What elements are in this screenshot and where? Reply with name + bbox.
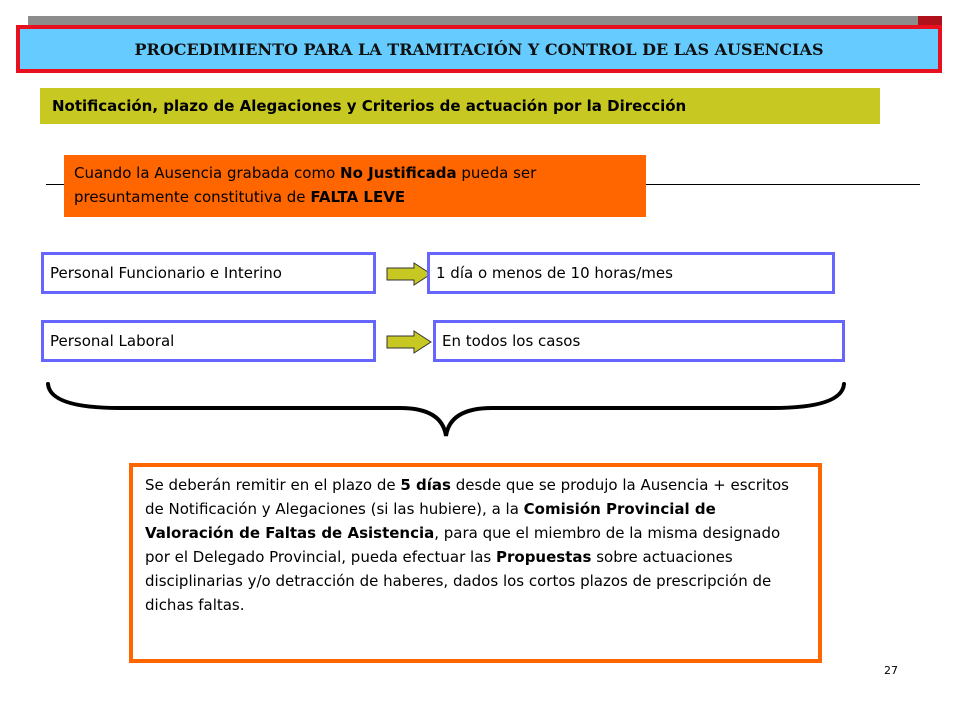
final-bold-1: 5 días <box>400 476 451 494</box>
final-text-1: Se deberán remitir en el plazo de <box>145 476 401 494</box>
page-number: 27 <box>884 664 898 677</box>
final-text-4: sobre actuaciones disciplinarias y/o detracción de haberes, dados los cortos plazos de prescripción de dichas faltas. <box>145 548 772 614</box>
arrow-right-icon <box>386 330 432 354</box>
row-value-laboral: En todos los casos <box>433 320 845 362</box>
curly-brace-icon <box>40 378 852 440</box>
final-bold-3: Propuestas <box>496 548 592 566</box>
note-text-2: pueda ser presuntamente constitutiva de <box>74 164 537 206</box>
arrow-right-icon <box>386 262 432 286</box>
note-bold-2: FALTA LEVE <box>310 188 406 206</box>
row-label-funcionario: Personal Funcionario e Interino <box>41 252 376 294</box>
note-text-1: Cuando la Ausencia grabada como <box>74 164 341 182</box>
row-value-funcionario: 1 día o menos de 10 horas/mes <box>427 252 835 294</box>
page-title: PROCEDIMIENTO PARA LA TRAMITACIÓN Y CONTROL DE LAS AUSENCIAS <box>16 25 942 73</box>
final-text-3: , para que el miembro de la misma designado por el Delegado Provincial, pueda efectuar las <box>145 524 781 566</box>
conclusion-box <box>129 463 822 663</box>
row-label-laboral: Personal Laboral <box>41 320 376 362</box>
final-bold-2: Comisión Provincial de Valoración de Faltas de Asistencia <box>145 500 716 542</box>
final-text-2: desde que se produjo la Ausencia + escritos de Notificación y Alegaciones (si las hubiere), a la <box>145 476 789 518</box>
condition-note <box>64 155 646 217</box>
section-subtitle: Notificación, plazo de Alegaciones y Criterios de actuación por la Dirección <box>40 88 880 124</box>
note-bold-1: No Justificada <box>340 164 457 182</box>
